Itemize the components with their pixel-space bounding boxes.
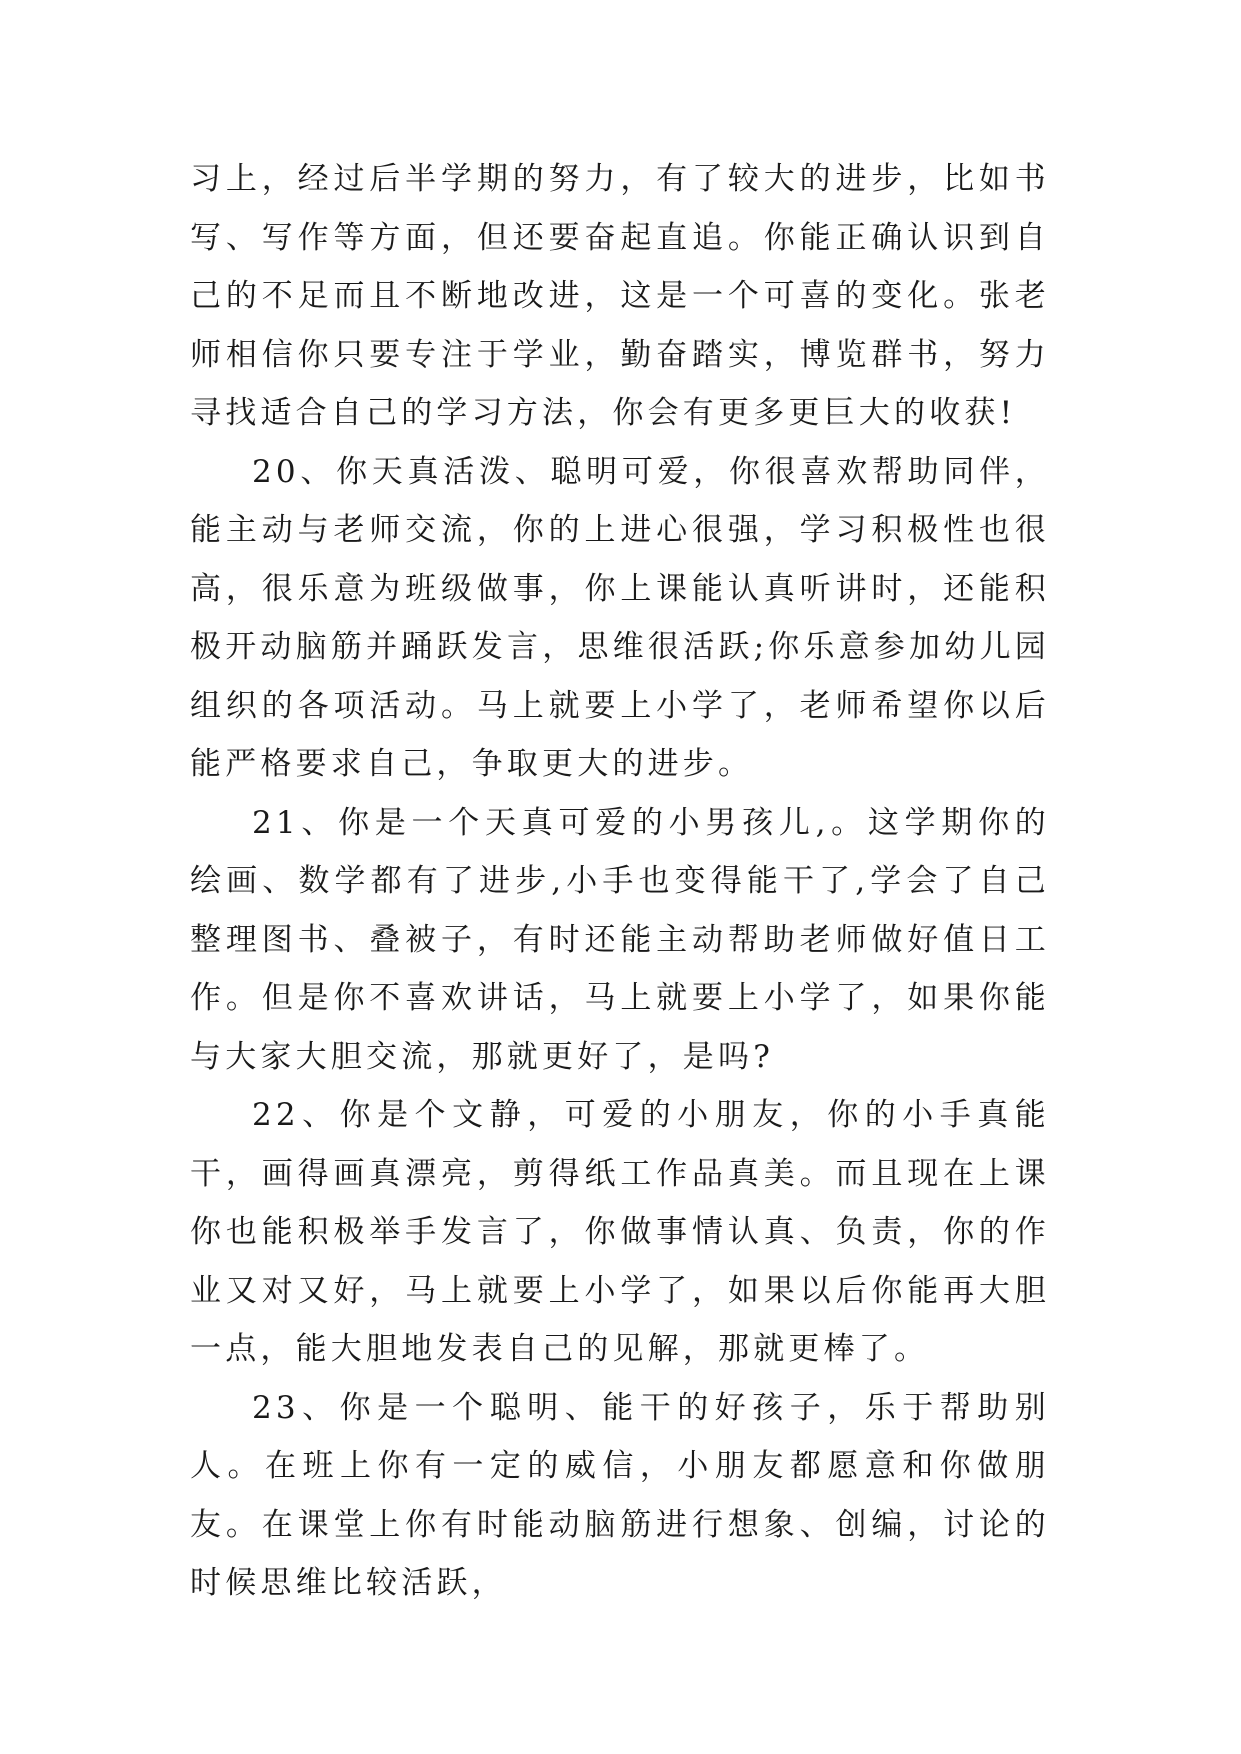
paragraph-comment-22: 22、你是个文静，可爱的小朋友，你的小手真能干，画得画真漂亮，剪得纸工作品真美。而且现在上课你也能积极举手发言了，你做事情认真、负责，你的作业又对又好，马上就要上小学了，如果以后你能再大胆一点，能大胆地发表自己的见解，那就更棒了。 [190, 1097, 1050, 1367]
paragraph-comment-20: 20、你天真活泼、聪明可爱，你很喜欢帮助同伴，能主动与老师交流，你的上进心很强，学习积极性也很高，很乐意为班级做事，你上课能认真听讲时，还能积极开动脑筋并踊跃发言，思维很活跃;你乐意参加幼儿园组织的各项活动。马上就要上小学了，老师希望你以后能严格要求自己，争取更大的进步。 [190, 453, 1050, 782]
document-body [190, 150, 1050, 1613]
paragraph-continuation: 习上，经过后半学期的努力，有了较大的进步，比如书写、写作等方面，但还要奋起直追。你能正确认识到自己的不足而且不断地改进，这是一个可喜的变化。张老师相信你只要专注于学业，勤奋踏实，博览群书，努力寻找适合自己的学习方法，你会有更多更巨大的收获! [190, 161, 1050, 431]
paragraph-comment-21: 21、你是一个天真可爱的小男孩儿,。这学期你的绘画、数学都有了进步,小手也变得能干了,学会了自己整理图书、叠被子，有时还能主动帮助老师做好值日工作。但是你不喜欢讲话，马上就要上小学了，如果你能与大家大胆交流，那就更好了，是吗? [190, 804, 1050, 1075]
paragraph-comment-23: 23、你是一个聪明、能干的好孩子，乐于帮助别人。在班上你有一定的威信，小朋友都愿意和你做朋友。在课堂上你有时能动脑筋进行想象、创编，讨论的时候思维比较活跃， [190, 1389, 1050, 1601]
